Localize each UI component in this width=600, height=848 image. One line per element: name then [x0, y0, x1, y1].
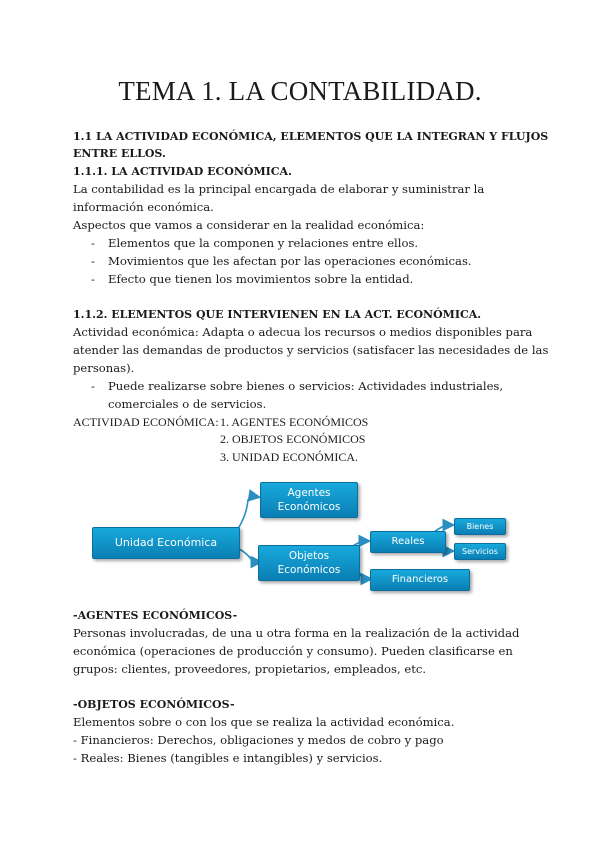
paragraph-line: Personas involucradas, de una u otra forma en la realización de la actividad: [73, 626, 520, 640]
actividad-label: ACTIVIDAD ECONÓMICA:: [73, 415, 219, 429]
list-item: Puede realizarse sobre bienes o servicios: Actividades industriales,: [108, 379, 504, 393]
subheading-1-1-1: 1.1.1. LA ACTIVIDAD ECONÓMICA.: [73, 165, 292, 178]
list-item: Movimientos que les afectan por las operaciones económicas.: [108, 254, 472, 268]
numbered-item: 3. UNIDAD ECONÓMICA.: [220, 450, 358, 464]
financieros-box: [370, 569, 470, 591]
agentes-economicos-box: [260, 482, 358, 518]
servicios-label: Servicios: [462, 546, 498, 556]
agentes-label-line1: Agentes: [287, 487, 331, 499]
paragraph-line: personas).: [73, 361, 135, 375]
paragraph-line: La contabilidad es la principal encargada de elaborar y suministrar la: [73, 182, 485, 196]
dash-bullet: -: [91, 236, 95, 250]
page-title: TEMA 1. LA CONTABILIDAD.: [118, 76, 482, 106]
aspects-intro: Aspectos que vamos a considerar en la realidad económica:: [73, 218, 425, 232]
objetos-label-line1: Objetos: [288, 550, 330, 562]
agentes-heading: -AGENTES ECONÓMICOS-: [73, 609, 238, 622]
reales-label: Reales: [391, 536, 425, 547]
financieros-label: Financieros: [391, 574, 449, 585]
bienes-label: Bienes: [466, 521, 494, 531]
objetos-economicos-box: [258, 545, 360, 581]
numbered-item: 2. OBJETOS ECONÓMICOS: [220, 432, 366, 446]
paragraph-line: - Reales: Bienes (tangibles e intangibles) y servicios.: [73, 751, 383, 765]
paragraph-line: grupos: clientes, proveedores, propietarios, empleados, etc.: [73, 662, 427, 676]
dash-bullet: -: [91, 379, 95, 393]
section-heading-line1: 1.1 LA ACTIVIDAD ECONÓMICA, ELEMENTOS QUE LA INTEGRAN Y FLUJOS: [73, 130, 549, 143]
paragraph-line: Elementos sobre o con los que se realiza la actividad económica.: [73, 715, 455, 729]
objetos-label-line2: Económicos: [277, 564, 341, 576]
paragraph-line: económica (operaciones de producción y consumo). Pueden clasificarse en: [73, 644, 513, 658]
list-item: Efecto que tienen los movimientos sobre la entidad.: [108, 272, 414, 286]
unidad-economica-label: Unidad Económica: [114, 536, 218, 549]
paragraph-line: atender las demandas de productos y servicios (satisfacer las necesidades de las: [73, 343, 549, 357]
list-item-continuation: comerciales o de servicios.: [108, 397, 267, 411]
dash-bullet: -: [91, 272, 95, 286]
paragraph-line: información económica.: [73, 200, 214, 214]
dash-bullet: -: [91, 254, 95, 268]
reales-box: [370, 531, 446, 553]
list-item: Elementos que la componen y relaciones entre ellos.: [108, 236, 419, 250]
objetos-heading: -OBJETOS ECONÓMICOS-: [73, 698, 235, 711]
paragraph-line: - Financieros: Derechos, obligaciones y medos de cobro y pago: [73, 733, 444, 747]
subheading-1-1-2: 1.1.2. ELEMENTOS QUE INTERVIENEN EN LA ACT. ECONÓMICA.: [73, 308, 482, 321]
section-heading-line2: ENTRE ELLOS.: [73, 147, 166, 160]
numbered-item: 1. AGENTES ECONÓMICOS: [220, 415, 369, 429]
paragraph-line: Actividad económica: Adapta o adecua los recursos o medios disponibles para: [73, 325, 533, 339]
agentes-label-line2: Económicos: [277, 501, 341, 513]
bienes-box: [454, 518, 506, 535]
servicios-box: [454, 543, 506, 560]
unidad-economica-box: [92, 527, 240, 559]
